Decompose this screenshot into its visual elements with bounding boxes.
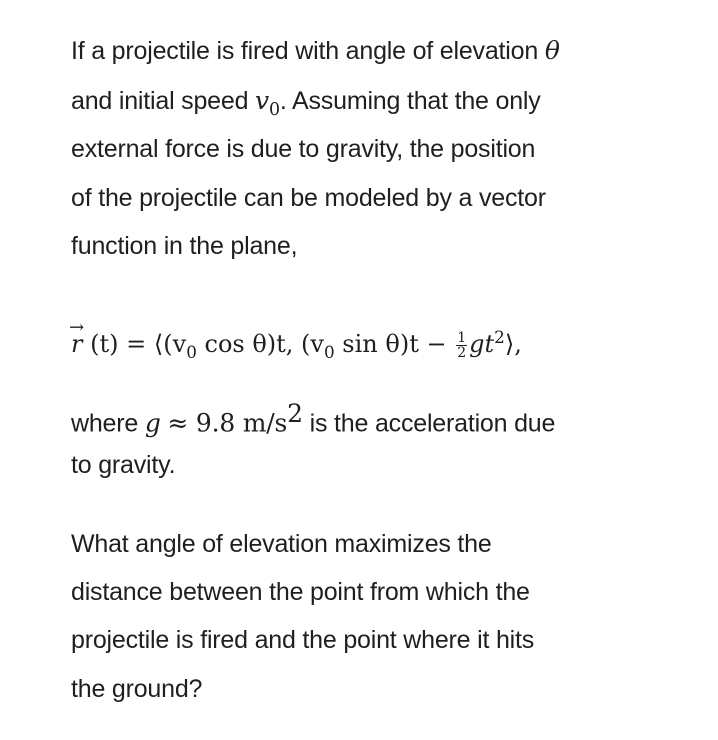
subscript-zero: 0: [186, 341, 197, 362]
formula-part: cos θ)t, (v: [196, 330, 324, 358]
formula-part: ⟩,: [504, 330, 522, 358]
paragraph2-line2: [71, 450, 175, 480]
text-span: the ground?: [71, 675, 203, 703]
paragraph1-line2: [71, 86, 541, 125]
paragraph1-line3: [71, 134, 535, 164]
text-span: function in the plane,: [71, 232, 298, 260]
v-symbol: v: [255, 86, 269, 115]
vector-r: [69, 317, 85, 359]
subscript-zero: 0: [268, 100, 280, 120]
formula-part: ⟨(v: [153, 330, 187, 358]
superscript-two: 2: [494, 327, 505, 347]
arrow-icon: →: [69, 317, 85, 338]
text-span: where: [71, 409, 139, 438]
paragraph3-line2: [71, 577, 530, 607]
formula-part: sin θ)t −: [334, 330, 447, 358]
v0-symbol: [255, 86, 280, 120]
text-span: What angle of elevation maximizes the: [71, 530, 492, 558]
text-span: to gravity.: [71, 451, 176, 479]
theta-symbol: θ: [544, 36, 560, 65]
paragraph3-line1: [71, 529, 492, 559]
text-span: projectile is fired and the point where it hits: [71, 626, 535, 654]
text-span: . Assuming that the only: [279, 87, 541, 115]
t-argument: (t): [90, 330, 119, 358]
r-symbol: r: [71, 330, 83, 358]
equals-sign: =: [126, 330, 147, 358]
text-span: of the projectile can be modeled by a vector: [71, 184, 546, 212]
text-span: If a projectile is fired with angle of elevation: [71, 37, 539, 65]
paragraph2-line1: [71, 399, 555, 438]
fraction-half: [456, 331, 467, 360]
g-symbol: g: [144, 408, 161, 438]
paragraph3-line4: [71, 674, 202, 704]
text-span: distance between the point from which the: [71, 578, 530, 606]
fraction-numerator: 1: [457, 330, 467, 346]
text-span: is the acceleration due: [309, 409, 556, 438]
paragraph1-line1: [71, 36, 560, 66]
text-span: and initial speed: [71, 87, 249, 115]
subscript-zero: 0: [323, 341, 335, 362]
formula-part: gt: [469, 330, 495, 358]
paragraph3-line3: [71, 625, 534, 655]
position-formula: [69, 317, 522, 367]
paragraph1-line5: [71, 231, 297, 261]
text-span: external force is due to gravity, the position: [71, 135, 536, 163]
fraction-denominator: 2: [457, 345, 467, 361]
gravity-value: ≈ 9.8 m/s: [167, 408, 288, 438]
superscript-two: 2: [287, 399, 303, 428]
paragraph1-line4: [71, 183, 546, 213]
